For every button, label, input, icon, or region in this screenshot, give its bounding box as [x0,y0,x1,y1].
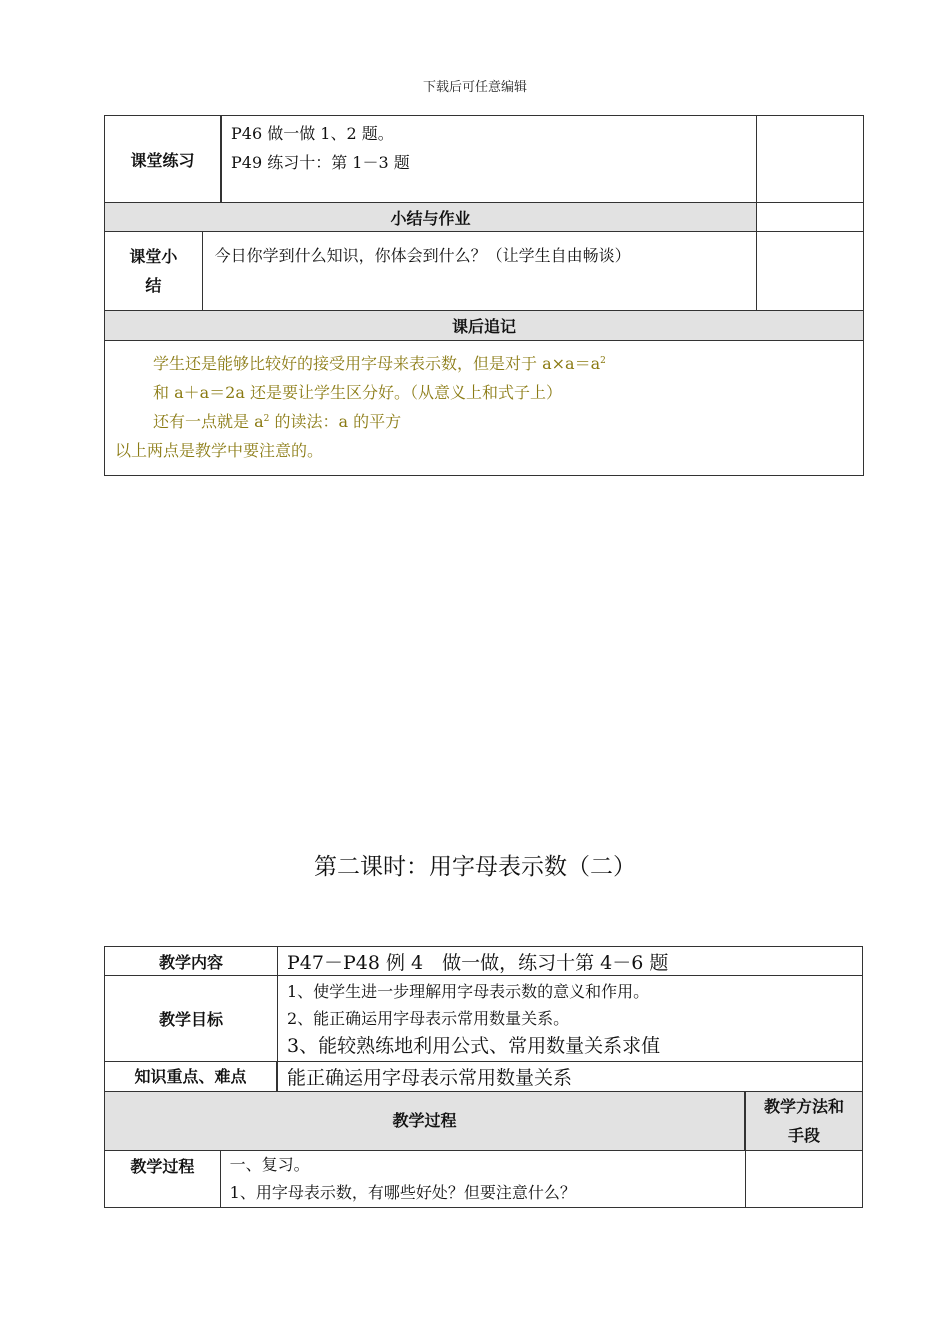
notes-header: 课后追记 [105,311,864,341]
process-header-row [105,1092,863,1151]
goals-label: 教学目标 [105,976,278,1062]
notes-line-3: 还有一点就是 $a^2$ 的读法：a 的平方 [153,412,402,431]
goal-3: 3、能较熟练地利用公式、常用数量关系求值 [287,1035,661,1057]
page-header: 下载后可任意编辑 [422,80,527,95]
lesson-table-2 [104,946,863,1208]
lesson-table-1 [104,115,864,476]
summary-header-row [105,203,864,232]
notes-content [105,341,864,476]
summary-label: 课堂小 结 [105,232,203,311]
process-header: 教学过程 [105,1092,746,1151]
notes-line-1: 学生还是能够比较好的接受用字母来表示数，但是对于 $a\times a=a^2$ [153,354,606,373]
notes-row [105,341,864,476]
key-row [105,1062,863,1092]
content-text: P47－P48 例 4 做一做，练习十第 4－6 题 [278,947,863,976]
process-content [220,1151,745,1208]
summary-text: 今日你学到什么知识，你体会到什么？（让学生自由畅谈） [202,232,756,311]
method-header: 教学方法和 手段 [746,1092,863,1151]
practice-content [222,116,757,203]
notes-line-2: 和 a＋a＝2a 还是要让学生区分好。（从意义上和式子上） [153,383,562,402]
process-row [105,1151,863,1208]
practice-label: 课堂练习 [105,116,222,203]
process-label: 教学过程 [105,1151,221,1208]
practice-row [105,116,864,203]
goal-1: 1、使学生进一步理解用字母表示数的意义和作用。 [287,982,650,1001]
notes-header-row [105,311,864,341]
practice-line-1: P46 做一做 1、2 题。 [231,124,394,143]
process-line-2: 1、用字母表示数，有哪些好处？但要注意什么？ [229,1183,576,1202]
practice-notes-cell [757,116,864,203]
key-label: 知识重点、难点 [105,1062,278,1092]
goal-2: 2、能正确运用字母表示常用数量关系。 [287,1009,570,1028]
process-method-cell [746,1151,863,1208]
summary-header: 小结与作业 [105,203,757,232]
content-row [105,947,863,976]
notes-line-4: 以上两点是教学中要注意的。 [115,441,324,460]
content-label: 教学内容 [105,947,278,976]
practice-line-2: P49 练习十：第 1－3 题 [231,153,410,172]
section-title: 第二课时：用字母表示数（二） [314,854,636,880]
key-text: 能正确运用字母表示常用数量关系 [278,1062,863,1092]
summary-row [105,232,864,311]
goals-content [278,976,863,1062]
goals-row [105,976,863,1062]
process-line-1: 一、复习。 [229,1155,310,1174]
